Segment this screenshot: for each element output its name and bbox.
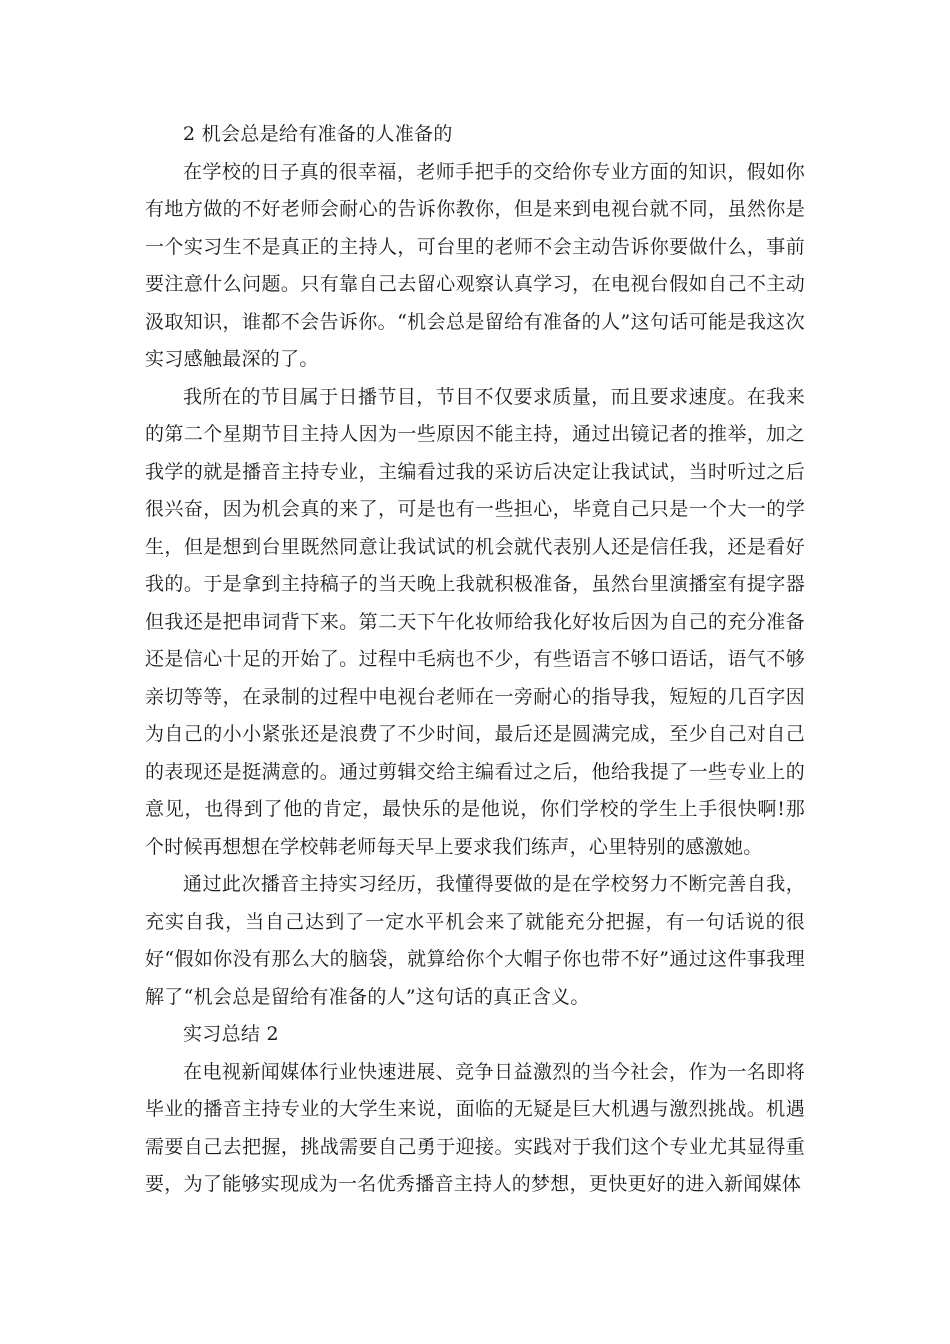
paragraph-2: 我所在的节目属于日播节目，节目不仅要求质量，而且要求速度。在我来的第二个星期节目主持人因为一些原因不能主持，通过出镜记者的推举，加之我学的就是播音主持专业，主编看过我的采访后决定让我试试，当时听过之后很兴奋，因为机会真的来了，可是也有一些担心，毕竟自己只是一个大一的学生，但是想到台里既然同意让我试试的机会就代表别人还是信任我，还是看好我的。于是拿到主持稿子的当天晚上我就积极准备，虽然台里演播室有提字器但我还是把串词背下来。第二天下午化妆师给我化好妆后因为自己的充分准备还是信心十足的开始了。过程中毛病也不少，有些语言不够口语话，语气不够亲切等等，在录制的过程中电视台老师在一旁耐心的指导我，短短的几百字因为自己的小小紧张还是浪费了不少时间，最后还是圆满完成，至少自己对自己的表现还是挺满意的。通过剪辑交给主编看过之后，他给我提了一些专业上的意见，也得到了他的肯定，最快乐的是他说，你们学校的学生上手很快啊!那个时候再想想在学校韩老师每天早上要求我们练声，心里特别的感激她。 [145, 385, 805, 858]
paragraph-1: 在学校的日子真的很幸福，老师手把手的交给你专业方面的知识，假如你有地方做的不好老师会耐心的告诉你教你，但是来到电视台就不同，虽然你是一个实习生不是真正的主持人，可台里的老师不会主动告诉你要做什么，事前要注意什么问题。只有靠自己去留心观察认真学习，在电视台假如自己不主动汲取知识，谁都不会告诉你。“机会总是留给有准备的人”这句话可能是我这次实习感触最深的了。 [145, 160, 805, 370]
document-page [145, 116, 805, 1204]
section-heading-1: 2 机会总是给有准备的人准备的 [183, 123, 453, 145]
paragraph-3: 通过此次播音主持实习经历，我懂得要做的是在学校努力不断完善自我，充实自我，当自己达到了一定水平机会来了就能充分把握，有一句话说的很好“假如你没有那么大的脑袋，就算给你个大帽子你也带不好”通过这件事我理解了“机会总是留给有准备的人”这句话的真正含义。 [145, 873, 805, 1008]
paragraph-4: 在电视新闻媒体行业快速进展、竞争日益激烈的当今社会，作为一名即将毕业的播音主持专业的大学生来说，面临的无疑是巨大机遇与激烈挑战。机遇需要自己去把握，挑战需要自己勇于迎接。实践对于我们这个专业尤其显得重要，为了能够实现成为一名优秀播音主持人的梦想，更快更好的进入新闻媒体 [145, 1060, 805, 1195]
section-heading-2: 实习总结 2 [183, 1023, 279, 1045]
